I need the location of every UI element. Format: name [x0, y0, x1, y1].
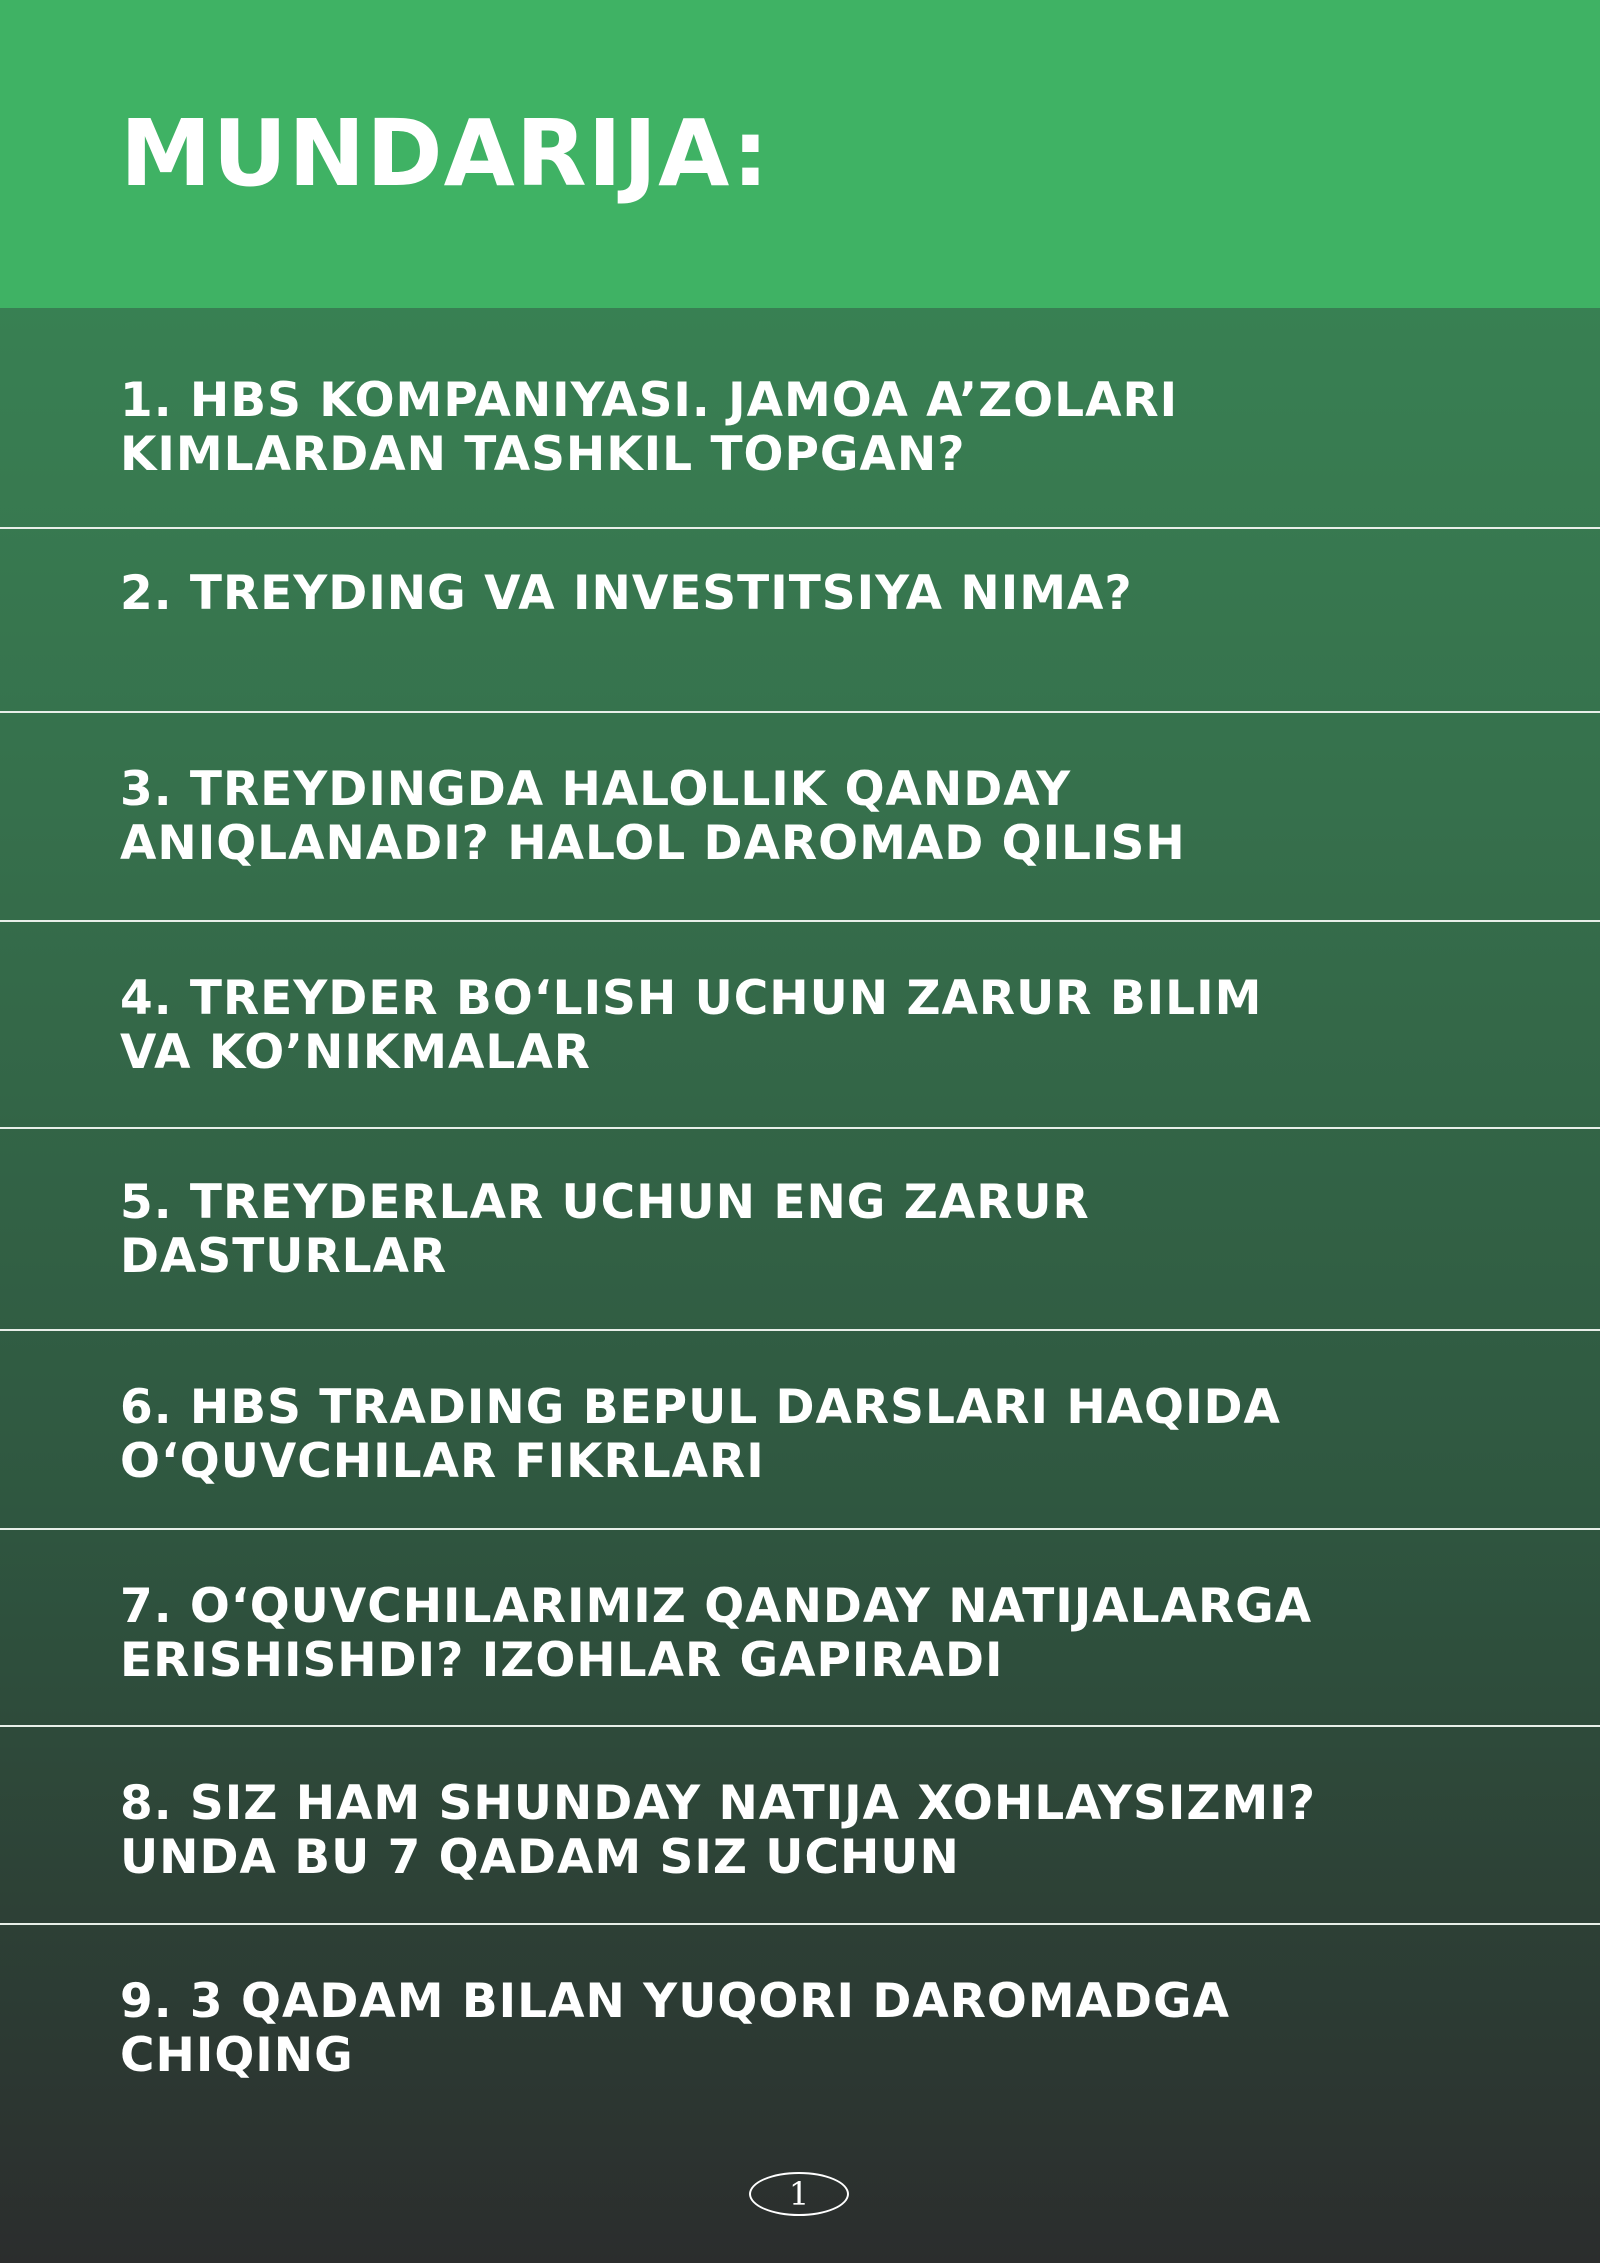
toc-item-5[interactable] — [0, 1129, 1600, 1331]
toc-item-2[interactable] — [0, 529, 1600, 713]
toc-item-label: 6. HBS TRADING BEPUL DARSLARI HAQIDA O‘QUVCHILAR FIKRLARI — [120, 1380, 1281, 1489]
toc-item-label: 4. TREYDER BO‘LISH UCHUN ZARUR BILIM VA KO’NIKMALAR — [120, 971, 1263, 1080]
header-banner — [0, 0, 1600, 308]
toc-item-label: 7. O‘QUVCHILARIMIZ QANDAY NATIJALARGA ERISHISHDI? IZOHLAR GAPIRADI — [120, 1579, 1313, 1688]
toc-item-label: 5. TREYDERLAR UCHUN ENG ZARUR DASTURLAR — [120, 1175, 1090, 1284]
table-of-contents — [0, 308, 1600, 2165]
toc-item-label: 1. HBS KOMPANIYASI. JAMOA A’ZOLARI KIMLARDAN TASHKIL TOPGAN? — [120, 373, 1179, 482]
toc-item-1[interactable] — [0, 308, 1600, 529]
toc-item-label: 2. TREYDING VA INVESTITSIYA NIMA? — [120, 566, 1133, 621]
toc-item-9[interactable] — [0, 1925, 1600, 2165]
toc-item-label: 3. TREYDINGDA HALOLLIK QANDAY ANIQLANADI? HALOL DAROMAD QILISH — [120, 762, 1186, 871]
toc-item-6[interactable] — [0, 1331, 1600, 1530]
toc-item-3[interactable] — [0, 713, 1600, 922]
page-title: MUNDARIJA: — [120, 100, 770, 207]
toc-item-8[interactable] — [0, 1727, 1600, 1925]
toc-item-4[interactable] — [0, 922, 1600, 1129]
toc-item-label: 8. SIZ HAM SHUNDAY NATIJA XOHLAYSIZMI? UNDA BU 7 QADAM SIZ UCHUN — [120, 1776, 1316, 1885]
toc-item-label: 9. 3 QADAM BILAN YUQORI DAROMADGA CHIQING — [120, 1974, 1230, 2083]
toc-item-7[interactable] — [0, 1530, 1600, 1727]
page-number: 1 — [749, 2172, 849, 2216]
